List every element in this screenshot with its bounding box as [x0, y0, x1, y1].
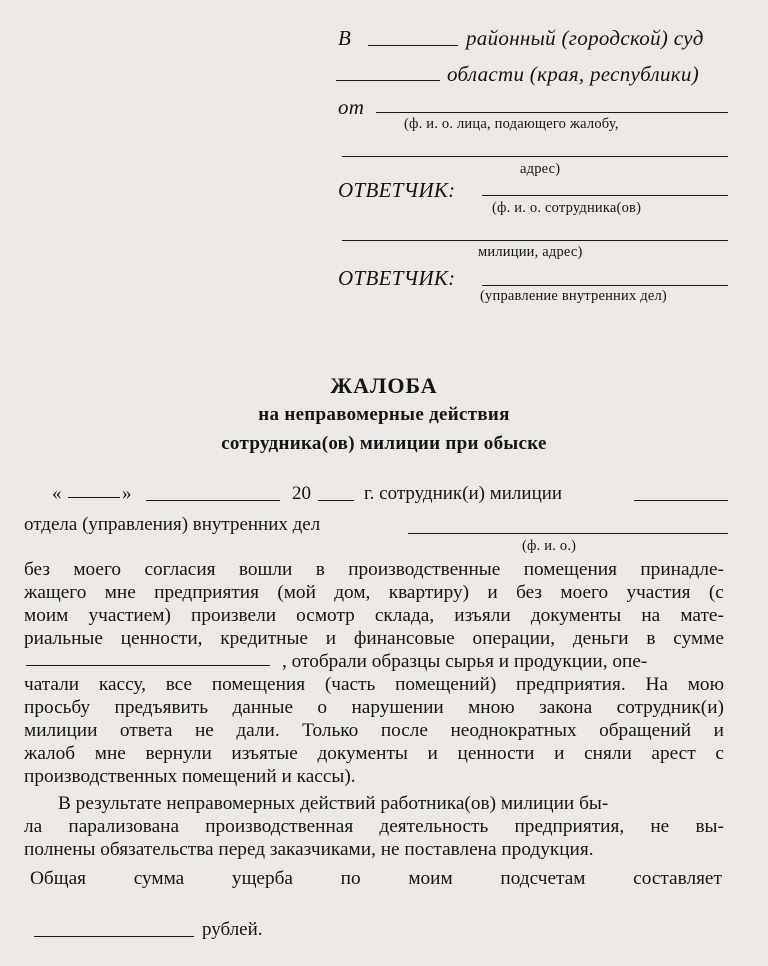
text-word: мою: [687, 674, 724, 695]
from-prefix: от: [338, 95, 365, 119]
fio-blank-line: [408, 533, 728, 534]
address-caption: адрес): [520, 161, 561, 177]
text-line: [24, 674, 724, 696]
text-word: помещения: [523, 559, 617, 580]
text-word: обращений: [599, 720, 692, 741]
address-blank-line: [342, 156, 728, 157]
text-word: не: [194, 720, 214, 741]
applicant-caption: (ф. и. о. лица, подающего жалобу,: [404, 116, 619, 132]
text-word: неоднократных: [450, 720, 577, 741]
amount-blank-line: [26, 665, 270, 666]
text-word: просьбу: [24, 697, 91, 718]
text-word: в: [315, 559, 325, 580]
total-amount-blank-line: [34, 936, 194, 937]
date-open-quote: «: [52, 483, 62, 504]
text-word: все: [165, 674, 193, 695]
text-word: помещения: [211, 674, 306, 695]
text-word: вернули: [145, 743, 212, 764]
text-word: без: [516, 582, 543, 603]
officer-caption: (ф. и. о. сотрудника(ов): [492, 200, 642, 216]
text-word: мне: [94, 743, 126, 764]
text-word: на: [641, 605, 661, 626]
text-word: сняли: [584, 743, 632, 764]
rubles-label: рублей.: [202, 919, 263, 940]
text-word: дали.: [236, 720, 280, 741]
text-word: мате-: [680, 605, 724, 626]
date-close-quote: »: [122, 483, 132, 504]
text-word: моего: [560, 582, 609, 603]
text-word: участия: [626, 582, 691, 603]
text-line: В результате неправомерных действий работника(ов) милиции бы-: [58, 793, 609, 814]
text-word: ценности: [457, 743, 535, 764]
text-line: [24, 816, 724, 838]
text-line: , отобрали образцы сырья и продукции, опе-: [282, 651, 648, 672]
text-word: (мой: [277, 582, 316, 603]
total-damages-line: [30, 868, 722, 890]
word: составляет: [633, 868, 722, 889]
text-word: о: [317, 697, 328, 718]
text-word: жалоб: [24, 743, 76, 764]
text-word: с: [715, 743, 724, 764]
text-word: вы-: [695, 816, 724, 837]
text-word: склада,: [374, 605, 435, 626]
text-word: предприятия: [154, 582, 259, 603]
text-word: риальные: [24, 628, 103, 649]
text-word: мною: [468, 697, 515, 718]
word: подсчетам: [500, 868, 586, 889]
text-word: мне: [104, 582, 136, 603]
complaint-paragraph: [24, 559, 728, 789]
title-sub-2: сотрудника(ов) милиции при обыске: [221, 433, 547, 454]
court-prefix: В: [338, 26, 352, 50]
text-line: [24, 559, 724, 581]
text-word: На: [645, 674, 668, 695]
text-word: ответа: [119, 720, 173, 741]
text-word: вошли: [238, 559, 293, 580]
text-word: и: [554, 743, 565, 764]
text-word: (с: [708, 582, 724, 603]
region-blank-line: [336, 80, 440, 81]
text-word: деятельность: [379, 816, 489, 837]
department-text: отдела (управления) внутренних дел: [24, 514, 321, 535]
text-word: производственная: [205, 816, 354, 837]
text-line: [24, 605, 724, 627]
text-word: документы: [530, 605, 622, 626]
region-label: области (края, республики): [447, 62, 699, 86]
court-blank-line: [368, 45, 458, 46]
text-line: производственных помещений и кассы).: [24, 766, 356, 787]
text-word: нарушении: [351, 697, 444, 718]
text-word: дом,: [334, 582, 371, 603]
text-word: закона: [539, 697, 593, 718]
from-blank-line: [376, 112, 728, 113]
word: сумма: [133, 868, 185, 889]
word: Общая: [30, 868, 87, 889]
day-blank-line: [68, 497, 120, 498]
text-word: деньги: [572, 628, 629, 649]
text-word: парализована: [68, 816, 180, 837]
text-word: после: [380, 720, 428, 741]
text-word: моего: [73, 559, 122, 580]
text-word: кассу,: [98, 674, 146, 695]
title-sub-1: на неправомерные действия: [258, 404, 510, 425]
defendant-1-blank-line: [482, 195, 728, 196]
text-word: предъявить: [114, 697, 209, 718]
text-word: квартиру): [388, 582, 470, 603]
text-word: и: [713, 720, 724, 741]
text-word: моим: [24, 605, 69, 626]
text-line: [24, 628, 724, 650]
text-word: в: [646, 628, 656, 649]
damages-paragraph: [24, 793, 728, 873]
defendant-label-1: ОТВЕТЧИК:: [338, 178, 456, 202]
fio-caption: (ф. и. о.): [522, 538, 577, 554]
text-word: участием): [88, 605, 171, 626]
word: по: [340, 868, 361, 889]
text-word: осмотр: [296, 605, 355, 626]
officer-line-text: г. сотрудник(и) милиции: [364, 483, 563, 504]
word: моим: [408, 868, 453, 889]
text-word: производственные: [348, 559, 501, 580]
text-word: и: [325, 628, 337, 649]
text-word: Только: [302, 720, 359, 741]
year-blank-line: [318, 500, 354, 501]
department-caption: (управление внутренних дел): [480, 288, 667, 304]
text-word: документы: [317, 743, 408, 764]
text-word: изъятые: [231, 743, 298, 764]
text-line: [24, 720, 724, 742]
text-word: кредитные: [220, 628, 308, 649]
title-main: ЖАЛОБА: [330, 373, 438, 398]
text-word: чатали: [24, 674, 80, 695]
text-line: [24, 697, 724, 719]
defendant-label-2: ОТВЕТЧИК:: [338, 266, 456, 290]
officer-blank-line: [634, 500, 728, 501]
text-word: помещений): [395, 674, 497, 695]
text-word: произвели: [191, 605, 277, 626]
text-word: финансовые: [353, 628, 455, 649]
text-word: и: [427, 743, 438, 764]
text-word: арест: [651, 743, 696, 764]
text-word: сумме: [673, 628, 724, 649]
text-word: и: [487, 582, 498, 603]
court-label: районный (городской) суд: [466, 26, 704, 50]
text-word: сотрудник(и): [616, 697, 724, 718]
text-word: ла: [24, 816, 43, 837]
text-word: милиции: [24, 720, 98, 741]
defendant-2-blank-line: [482, 285, 728, 286]
year-prefix: 20: [292, 483, 311, 504]
word: ущерба: [231, 868, 293, 889]
text-line: полнены обязательства перед заказчиками, не поставлена продукция.: [24, 839, 594, 860]
text-word: без: [24, 559, 50, 580]
text-word: данные: [232, 697, 294, 718]
text-line: [24, 582, 724, 604]
text-line: [24, 743, 724, 765]
officer-address-blank-line: [342, 240, 728, 241]
text-word: согласия: [144, 559, 216, 580]
month-blank-line: [146, 500, 280, 501]
text-word: принадле-: [640, 559, 724, 580]
text-word: ценности,: [120, 628, 203, 649]
text-word: изъяли: [454, 605, 511, 626]
text-word: предприятия.: [516, 674, 626, 695]
text-word: операции,: [472, 628, 556, 649]
text-word: (часть: [324, 674, 376, 695]
text-word: не: [650, 816, 670, 837]
police-address-caption: милиции, адрес): [478, 244, 583, 260]
text-word: жащего: [24, 582, 87, 603]
text-word: предприятия,: [514, 816, 625, 837]
